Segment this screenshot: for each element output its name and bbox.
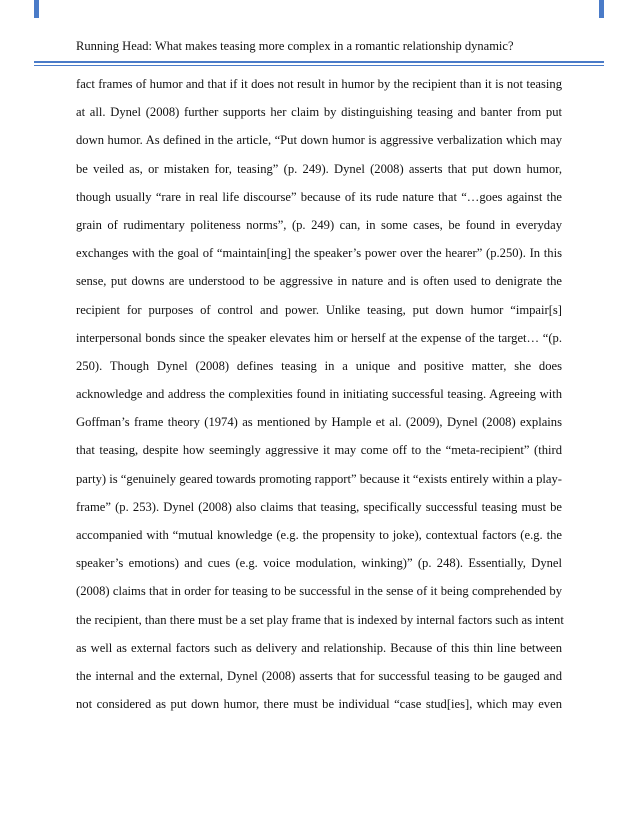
text-line: the internal and the external, Dynel (2008) asserts that for successful teasing to be gauged and — [76, 668, 562, 683]
body-paragraph — [76, 70, 562, 718]
text-line: party) is “genuinely geared towards promoting rapport” because it “exists entirely within a play- — [76, 471, 562, 486]
text-line: acknowledge and address the complexities found in initiating successful teasing. Agreeing with — [76, 387, 562, 402]
running-head: Running Head: What makes teasing more complex in a romantic relationship dynamic? — [76, 39, 514, 53]
header-rule-thin — [34, 65, 604, 66]
text-line: fact frames of humor and that if it does not result in humor by the recipient than it is not teasing — [76, 77, 562, 91]
text-line: not considered as put down humor, there must be individual “case stud[ies], which may even — [76, 697, 562, 712]
text-line: speaker’s emotions) and cues (e.g. voice modulation, winking)” (p. 248). Essentially, Dynel — [76, 556, 562, 571]
text-line: interpersonal bonds since the speaker elevates him or herself at the expense of the target… “(p. — [76, 330, 562, 345]
text-line: (2008) claims that in order for teasing to be successful in the sense of it being comprehended by — [76, 584, 562, 599]
text-line: accompanied with “mutual knowledge (e.g. the propensity to joke), contextual factors (e.g. the — [76, 528, 562, 542]
text-line: the recipient, than there must be a set play frame that is indexed by internal factors such as intent — [76, 612, 564, 627]
text-line: be veiled as, or mistaken for, teasing” (p. 249). Dynel (2008) asserts that put down humor, — [76, 161, 562, 176]
text-line: sense, put downs are understood to be aggressive in nature and is often used to denigrate the — [76, 274, 562, 289]
text-line: though usually “rare in real life discourse” because of its rude nature that “…goes against the — [76, 189, 562, 204]
text-line: 250). Though Dynel (2008) defines teasing in a unique and positive matter, she does — [76, 358, 562, 373]
text-line: recipient for purposes of control and power. Unlike teasing, put down humor “impair[s] — [76, 302, 562, 317]
text-line: grain of rudimentary politeness norms”, (p. 249) can, in some cases, be found in everyday — [76, 217, 562, 232]
text-line: Goffman’s frame theory (1974) as mentioned by Hample et al. (2009), Dynel (2008) explains — [76, 415, 562, 430]
text-line: at all. Dynel (2008) further supports her claim by distinguishing teasing and banter from put — [76, 105, 562, 120]
text-line: exchanges with the goal of “maintain[ing] the speaker’s power over the hearer” (p.250). In this — [76, 246, 562, 261]
header-rule — [34, 61, 604, 63]
text-line: that teasing, despite how seemingly aggressive it may come off to the “meta-recipient” (third — [76, 443, 562, 458]
text-line: as well as external factors such as delivery and relationship. Because of this thin line between — [76, 640, 562, 655]
text-line: frame” (p. 253). Dynel (2008) also claims that teasing, specifically successful teasing must be — [76, 499, 562, 514]
page-edge-right-accent — [599, 0, 604, 18]
page-edge-left-accent — [34, 0, 39, 18]
text-line: down humor. As defined in the article, “Put down humor is aggressive verbalization which may — [76, 133, 562, 148]
